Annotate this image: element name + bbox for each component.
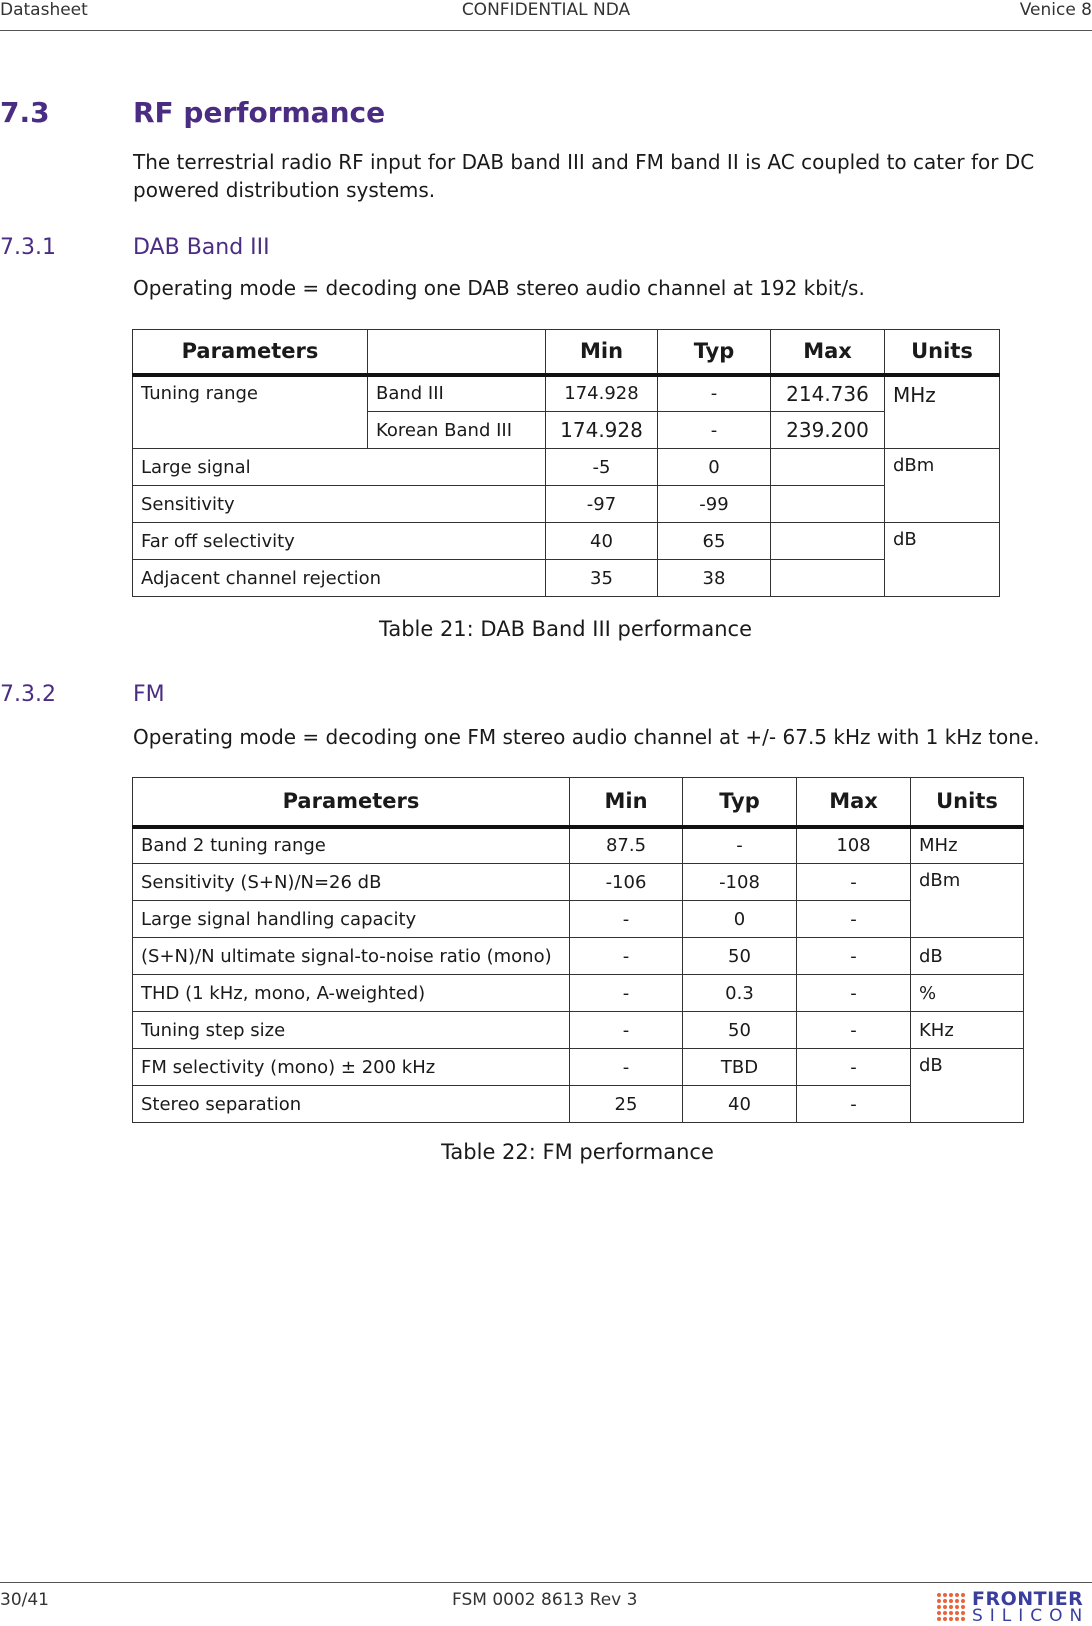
adjacent-min: 35	[546, 560, 658, 597]
dab-operating-mode: Operating mode = decoding one DAB stereo audio channel at 192 kbit/s.	[133, 276, 865, 300]
col-header-units: Units	[885, 330, 1000, 375]
col-header-sub	[368, 330, 546, 375]
table-row	[133, 827, 1024, 864]
fm-row-units: KHz	[911, 1012, 1024, 1049]
sensitivity-min: -97	[546, 486, 658, 523]
col-header-parameters: Parameters	[133, 778, 570, 827]
korean-min: 174.928	[546, 412, 658, 449]
col-header-units: Units	[911, 778, 1024, 827]
footer-doc-number: FSM 0002 8613 Rev 3	[452, 1590, 638, 1610]
large-signal-typ: 0	[658, 449, 771, 486]
fm-row-max: -	[797, 864, 911, 901]
table-row	[133, 449, 1000, 486]
adjacent-max	[771, 560, 885, 597]
table-row	[133, 938, 1024, 975]
col-header-parameters: Parameters	[133, 330, 368, 375]
adjacent-label: Adjacent channel rejection	[133, 560, 546, 597]
col-header-typ: Typ	[683, 778, 797, 827]
table-row	[133, 1049, 1024, 1086]
far-off-typ: 65	[658, 523, 771, 560]
table-row	[133, 560, 1000, 597]
band3-min: 174.928	[546, 375, 658, 412]
fm-row-min: -	[570, 901, 683, 938]
fm-row-min: 87.5	[570, 827, 683, 864]
far-off-max	[771, 523, 885, 560]
fm-row-max: -	[797, 1049, 911, 1086]
section-title: RF performance	[133, 96, 386, 129]
large-signal-label: Large signal	[133, 449, 546, 486]
fm-row-typ: 0	[683, 901, 797, 938]
fm-row-label: Large signal handling capacity	[133, 901, 570, 938]
band3-name: Band III	[368, 375, 546, 412]
korean-max: 239.200	[771, 412, 885, 449]
fm-row-label: FM selectivity (mono) ± 200 kHz	[133, 1049, 570, 1086]
tuning-range-label: Tuning range	[133, 375, 368, 449]
fm-row-units: %	[911, 975, 1024, 1012]
korean-typ: -	[658, 412, 771, 449]
header-center: CONFIDENTIAL NDA	[461, 0, 631, 20]
fm-row-label: Band 2 tuning range	[133, 827, 570, 864]
fm-row-units: dBm	[911, 864, 1024, 938]
fm-row-units: MHz	[911, 827, 1024, 864]
dab-section-title: DAB Band III	[133, 235, 270, 260]
fm-row-label: Sensitivity (S+N)/N=26 dB	[133, 864, 570, 901]
fm-row-min: -	[570, 975, 683, 1012]
table-row	[133, 975, 1024, 1012]
table-header-row	[133, 330, 1000, 375]
dab-section-number: 7.3.1	[0, 235, 56, 260]
db-units: dB	[885, 523, 1000, 597]
fm-row-label: Tuning step size	[133, 1012, 570, 1049]
logo-dot-grid-icon	[936, 1592, 966, 1622]
fm-row-min: -	[570, 1049, 683, 1086]
table-header-row	[133, 778, 1024, 827]
dab-table-caption: Table 21: DAB Band III performance	[378, 617, 753, 641]
header-left: Datasheet	[0, 0, 88, 20]
fm-row-typ: -108	[683, 864, 797, 901]
band3-max: 214.736	[771, 375, 885, 412]
fm-row-max: 108	[797, 827, 911, 864]
fm-row-units: dB	[911, 938, 1024, 975]
table-row	[133, 864, 1024, 901]
far-off-label: Far off selectivity	[133, 523, 546, 560]
far-off-min: 40	[546, 523, 658, 560]
fm-section-title: FM	[133, 682, 165, 707]
col-header-min: Min	[546, 330, 658, 375]
table-row	[133, 1086, 1024, 1123]
fm-row-typ: 50	[683, 938, 797, 975]
footer-rule	[0, 1582, 1092, 1583]
fm-row-max: -	[797, 938, 911, 975]
section-intro: The terrestrial radio RF input for DAB band III and FM band II is AC coupled to cater for DC powered distribution systems.	[133, 150, 1035, 202]
fm-row-typ: 0.3	[683, 975, 797, 1012]
sensitivity-label: Sensitivity	[133, 486, 546, 523]
fm-row-label: Stereo separation	[133, 1086, 570, 1123]
col-header-min: Min	[570, 778, 683, 827]
fm-row-min: -	[570, 938, 683, 975]
col-header-max: Max	[797, 778, 911, 827]
table-row	[133, 1012, 1024, 1049]
band3-typ: -	[658, 375, 771, 412]
fm-row-units: dB	[911, 1049, 1024, 1123]
fm-row-max: -	[797, 1086, 911, 1123]
fm-row-typ: 50	[683, 1012, 797, 1049]
fm-row-max: -	[797, 901, 911, 938]
fm-operating-mode: Operating mode = decoding one FM stereo audio channel at +/- 67.5 kHz with 1 kHz tone.	[133, 725, 1040, 749]
fm-row-typ: 40	[683, 1086, 797, 1123]
korean-band3-name: Korean Band III	[368, 412, 546, 449]
header-right: Venice 8	[1019, 0, 1092, 20]
fm-row-typ: -	[683, 827, 797, 864]
fm-row-max: -	[797, 975, 911, 1012]
fm-performance-table	[132, 777, 1024, 1123]
frontier-silicon-logo	[936, 1588, 1090, 1626]
fm-row-min: -106	[570, 864, 683, 901]
fm-row-typ: TBD	[683, 1049, 797, 1086]
fm-row-min: 25	[570, 1086, 683, 1123]
logo-wordmark-line2: SILICON	[972, 1606, 1090, 1626]
sensitivity-typ: -99	[658, 486, 771, 523]
logo-wordmark-line1: FRONTIER	[972, 1588, 1084, 1610]
adjacent-typ: 38	[658, 560, 771, 597]
fm-row-label: THD (1 kHz, mono, A-weighted)	[133, 975, 570, 1012]
dab-performance-table	[132, 329, 1000, 597]
fm-row-max: -	[797, 1012, 911, 1049]
sensitivity-max	[771, 486, 885, 523]
fm-section-number: 7.3.2	[0, 682, 56, 707]
fm-row-min: -	[570, 1012, 683, 1049]
table-row	[133, 901, 1024, 938]
fm-table-caption: Table 22: FM performance	[441, 1140, 714, 1164]
table-row	[133, 523, 1000, 560]
section-number: 7.3	[0, 96, 50, 129]
col-header-typ: Typ	[658, 330, 771, 375]
footer-page-number: 30/41	[0, 1590, 49, 1610]
large-signal-min: -5	[546, 449, 658, 486]
header-rule	[0, 30, 1092, 31]
table-row	[133, 486, 1000, 523]
tuning-units: MHz	[885, 375, 1000, 449]
col-header-max: Max	[771, 330, 885, 375]
power-units: dBm	[885, 449, 1000, 523]
table-row	[133, 375, 1000, 412]
fm-row-label: (S+N)/N ultimate signal-to-noise ratio (mono)	[133, 938, 570, 975]
large-signal-max	[771, 449, 885, 486]
